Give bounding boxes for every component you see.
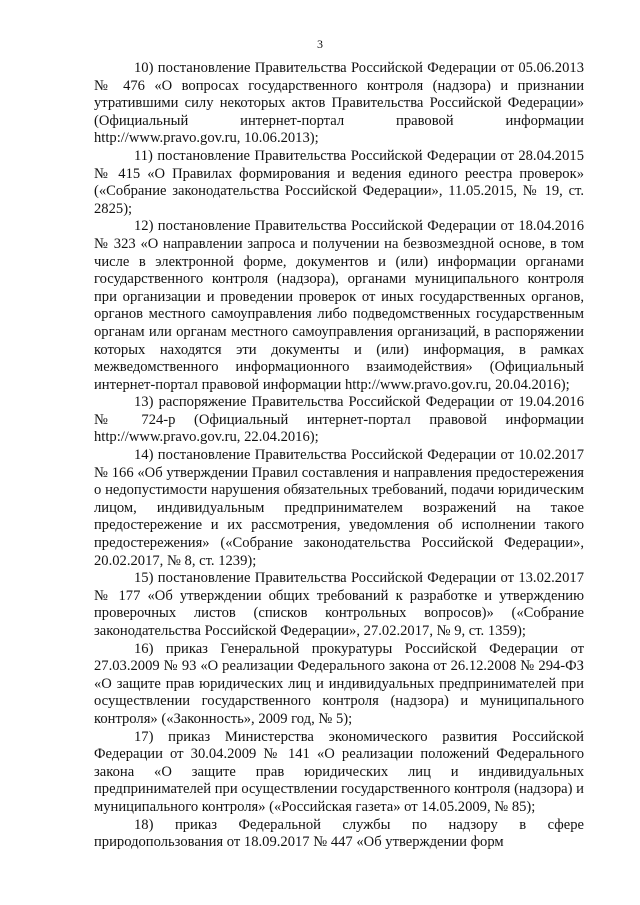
list-item-18: 18) приказ Федеральной службы по надзору в сфере природопользования от 18.09.2017 № 447 «Об утверждении форм [94,816,584,851]
list-item-11: 11) постановление Правительства Российской Федерации от 28.04.2015 № 415 «О Правилах формирования и ведения единого реестра проверок» («Собрание законодательства Российской Федерации», 11.05.2015, № 19, ст. 2825); [94,147,584,217]
list-item-15: 15) постановление Правительства Российской Федерации от 13.02.2017 № 177 «Об утверждении общих требований к разработке и утверждению проверочных листов (списков контрольных вопросов)» («Собрание законодательства Российской Федерации», 27.02.2017, № 9, ст. 1359); [94,570,584,639]
document-body [94,60,584,852]
list-item-16: 16) приказ Генеральной прокуратуры Российской Федерации от 27.03.2009 № 93 «О реализации Федерального закона от 26.12.2008 № 294-ФЗ «О защите прав юридических лиц и индивидуальных предпринимателей при осуществлении государственного контроля (надзора) и муниципального контроля» («Законность», 2009 год, № 5); [94,640,584,727]
list-item-14: 14) постановление Правительства Российской Федерации от 10.02.2017 № 166 «Об утверждении Правил составления и направления предостережения о недопустимости нарушения обязательных требований, подачи юридическим лицом, индивидуальным предпринимателем возражений на такое предостережение и их рассмотрения, уведомления об исполнении такого предостережения» («Собрание законодательства Российской Федерации», 20.02.2017, № 8, ст. 1239); [94,447,584,569]
list-item-13: 13) распоряжение Правительства Российской Федерации от 19.04.2016 № 724-р (Официальный интернет-портал правовой информации http://www.pravo.gov.ru, 22.04.2016); [94,394,584,446]
list-item-17: 17) приказ Министерства экономического развития Российской Федерации от 30.04.2009 № 141 «О реализации положений Федерального закона «О защите прав юридических лиц и индивидуальных предпринимателей при осуществлении государственного контроля (надзора) и муниципального контроля» («Российская газета» от 14.05.2009, № 85); [94,728,584,815]
list-item-12: 12) постановление Правительства Российской Федерации от 18.04.2016 № 323 «О направлении запроса и получении на безвозмездной основе, в том числе в электронной форме, документов и (или) информации органами государственного контроля (надзора), органами муниципального контроля при организации и проведении проверок от иных государственных органов, органов местного самоуправления либо подведомственных государственным органам или органам местного самоуправления организаций, в распоряжении которых находятся эти документы и (или) информация, в рамках межведомственного информационного взаимодействия» (Официальный интернет-портал правовой информации http://www.pravo.gov.ru, 20.04.2016); [94,218,584,393]
list-item-10: 10) постановление Правительства Российской Федерации от 05.06.2013 № 476 «О вопросах государственного контроля (надзора) и признании утратившими силу некоторых актов Правительства Российской Федерации» (Официальный интернет-портал правовой информации http://www.pravo.gov.ru, 10.06.2013); [94,60,584,147]
page-number: 3 [317,37,323,51]
